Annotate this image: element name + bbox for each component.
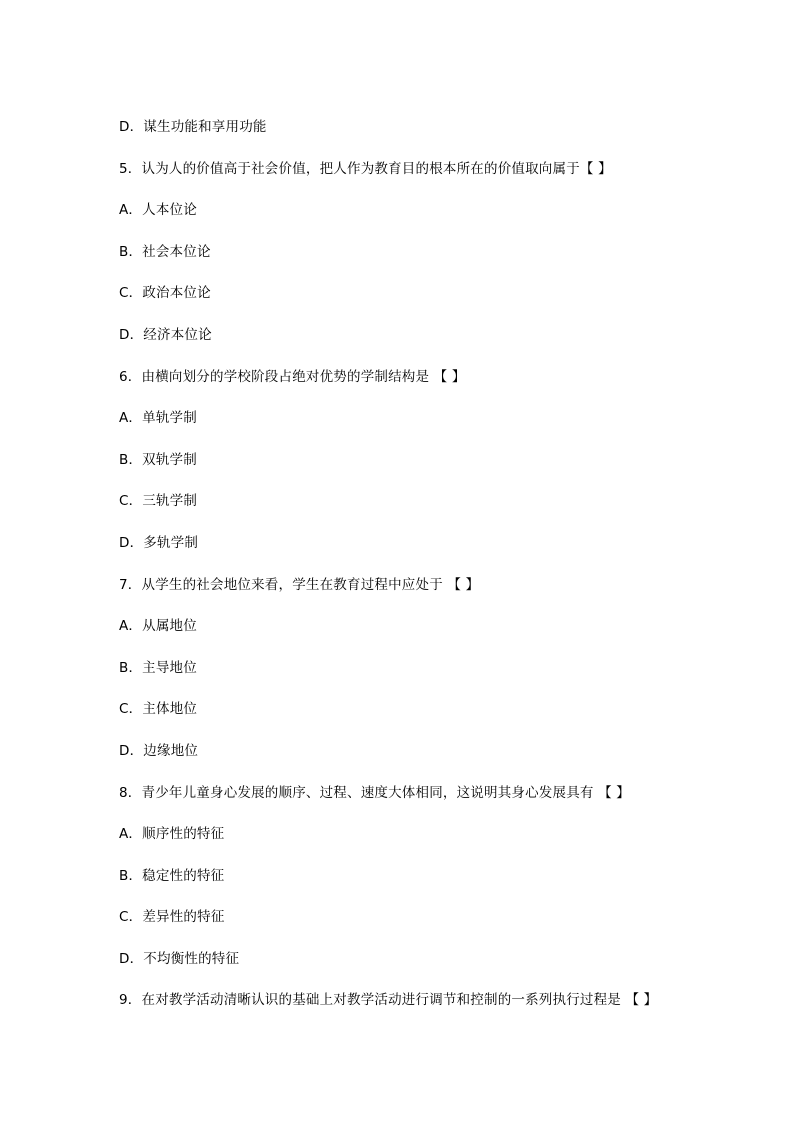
question-line: 7．从学生的社会地位来看，学生在教育过程中应处于 【 】	[119, 576, 480, 593]
option-line: B．主导地位	[119, 659, 197, 676]
option-line: C．差异性的特征	[119, 909, 225, 926]
option-line: B．双轨学制	[119, 451, 197, 468]
option-line: A．顺序性的特征	[119, 826, 225, 843]
question-line: 6．由横向划分的学校阶段占绝对优势的学制结构是 【 】	[119, 368, 466, 385]
option-line: C．主体地位	[119, 701, 198, 718]
option-line: C．政治本位论	[119, 285, 211, 302]
option-line: D．谋生功能和享用功能	[119, 119, 267, 135]
option-line: C．三轨学制	[119, 493, 198, 510]
option-line: D．边缘地位	[119, 742, 199, 759]
question-list	[119, 117, 779, 1032]
option-line: D．不均衡性的特征	[119, 950, 240, 967]
option-line: D．多轨学制	[119, 534, 199, 551]
question-line: 9．在对教学活动清晰认识的基础上对教学活动进行调节和控制的一系列执行过程是 【 】	[119, 992, 658, 1009]
question-line: 5．认为人的价值高于社会价值，把人作为教育目的根本所在的价值取向属于【 】	[119, 160, 612, 177]
option-line: B．稳定性的特征	[119, 867, 225, 884]
question-line: 8．青少年儿童身心发展的顺序、过程、速度大体相同，这说明其身心发展具有 【 】	[119, 784, 630, 801]
option-line: A．从属地位	[119, 618, 197, 635]
option-line: A．人本位论	[119, 202, 197, 219]
option-line: A．单轨学制	[119, 410, 197, 427]
option-line: B．社会本位论	[119, 243, 211, 260]
option-line: D．经济本位论	[119, 326, 212, 343]
